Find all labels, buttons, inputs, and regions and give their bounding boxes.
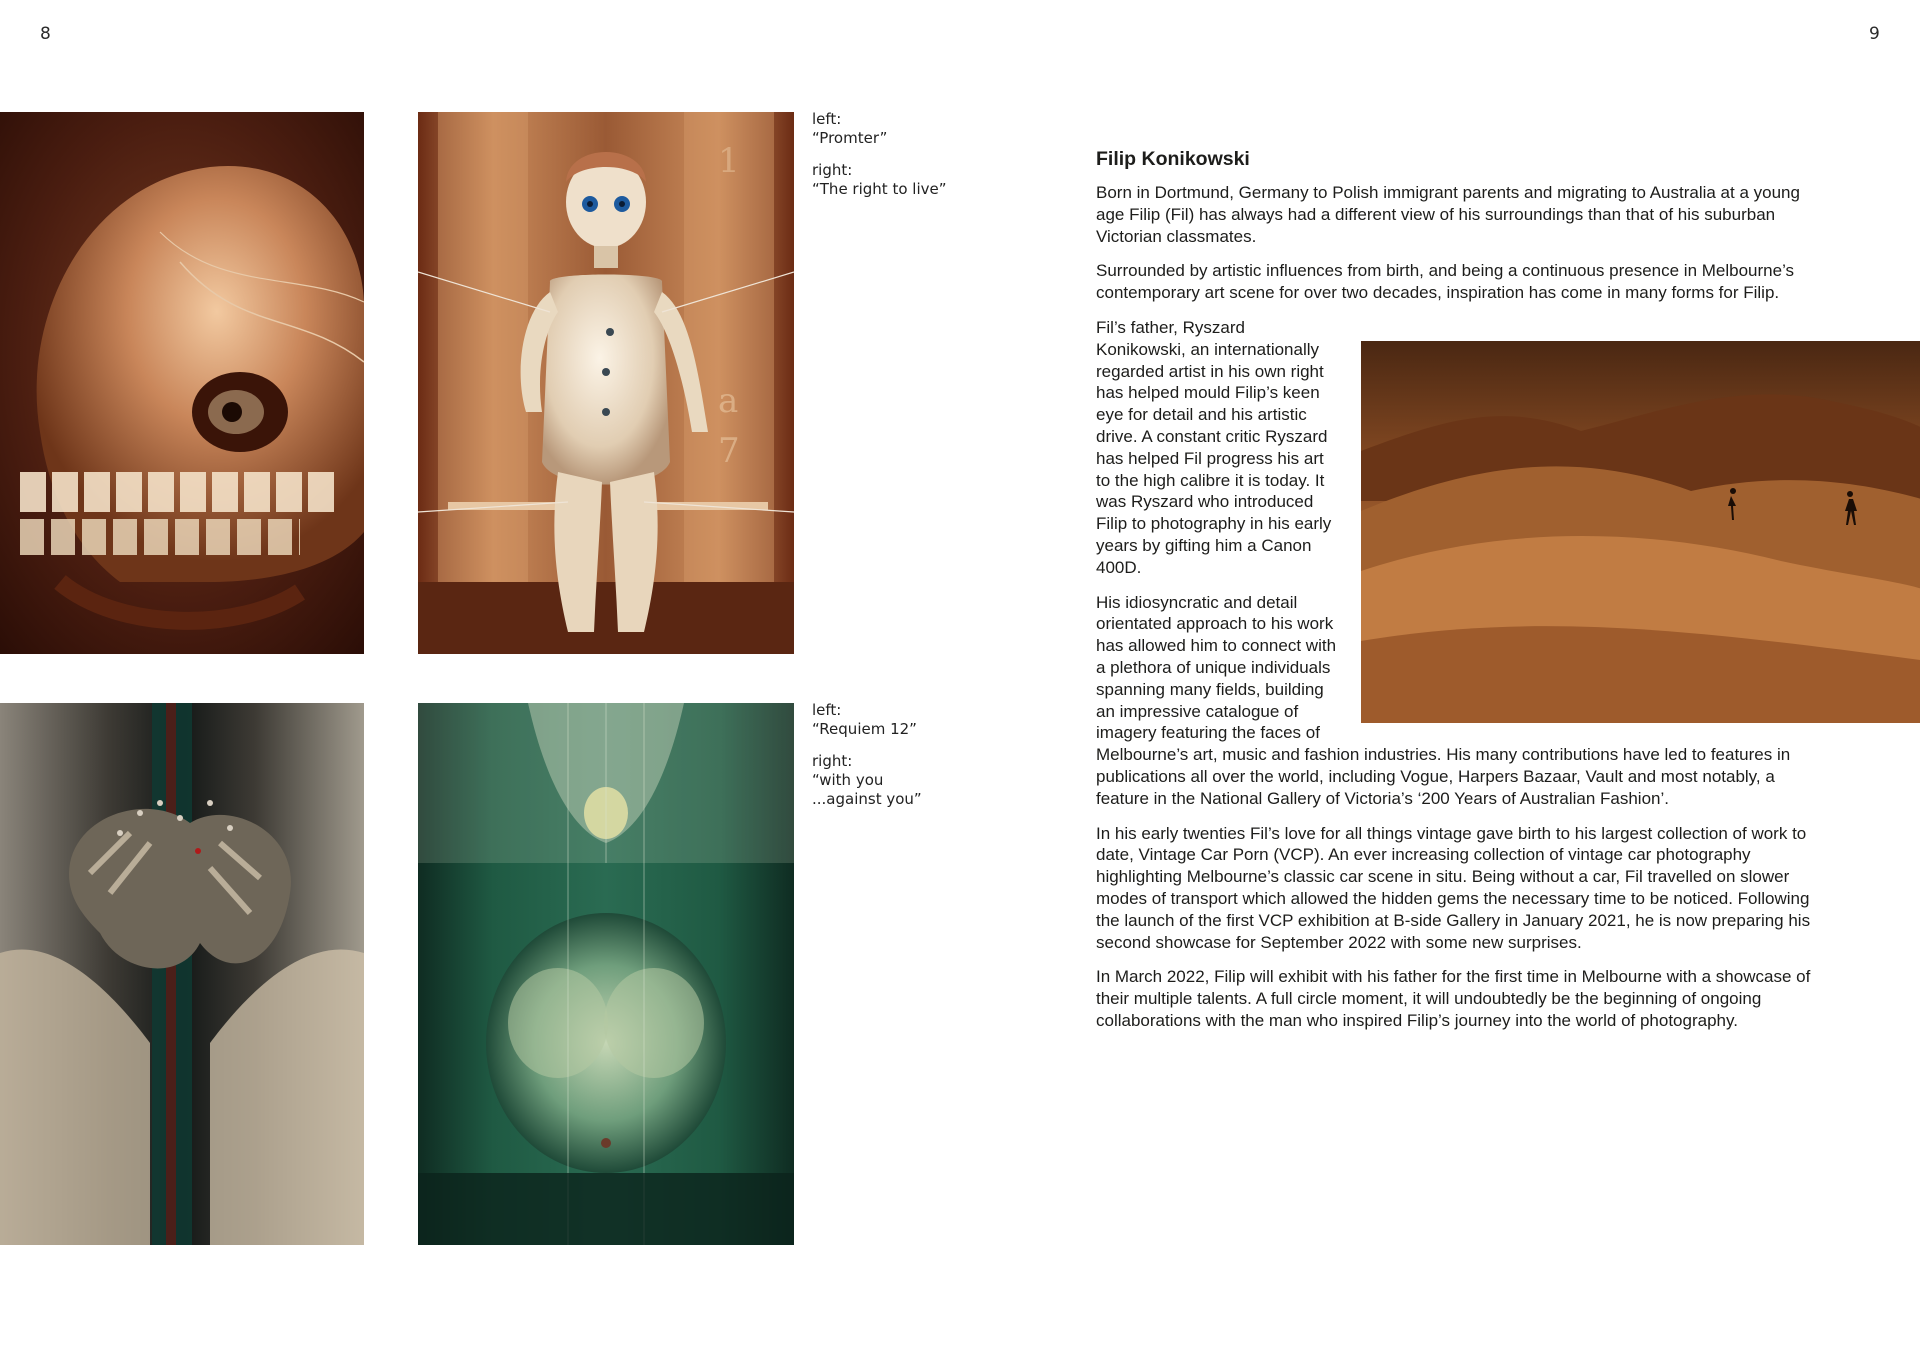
doll-letter-0: 1	[718, 141, 740, 181]
doll-letter-1: a	[718, 381, 739, 421]
caption-right-label: right:	[812, 752, 853, 770]
caption-right-title: “The right to live”	[812, 180, 947, 198]
caption-left-title: “Requiem 12”	[812, 720, 917, 738]
article-title: Filip Konikowski	[1096, 148, 1250, 170]
painting-skull	[0, 112, 364, 654]
page-number-left: 8	[40, 24, 51, 44]
doll-letter-2: 7	[718, 431, 740, 471]
article-paragraph: Born in Dortmund, Germany to Polish immigrant parents and migrating to Australia at a young age Filip (Fil) has always had a different view of his surroundings than that of his suburban Victorian classmates.	[1096, 183, 1800, 246]
desert-photograph	[1361, 341, 1920, 723]
caption-right-label: right:	[812, 161, 853, 179]
caption-left-title: “Promter”	[812, 129, 888, 147]
painting-doll	[418, 112, 794, 654]
article-paragraph: In his early twenties Fil’s love for all things vintage gave birth to his largest collection of work to date, Vintage Car Porn (VCP). An ever increasing collection of vintage car photography highlighting Melbourne’s classic car scene in situ. Being without a car, Fil travelled on slower modes of transport which allowed the hidden gems the necessary time to be noticed. Following the launch of the first VCP exhibition at B-side Gallery in January 2021, he is now preparing his second showcase for September 2022 with some new surprises.	[1096, 823, 1811, 952]
caption-right-title-line1: “with you	[812, 771, 884, 789]
caption-left-label: left:	[812, 110, 842, 128]
article-paragraph: Fil’s father, Ryszard Konikowski, an internationally regarded artist in his own right has helped mould Filip’s keen eye for detail and his artistic drive. A constant critic Ryszard has helped Fil progress his art to the high calibre it is today. It was Ryszard who introduced Filip to photography in his early years by gifting him a Canon 400D.	[1096, 317, 1332, 577]
caption-bottom-pair	[812, 701, 962, 822]
article-paragraph: His idiosyncratic and detail orientated approach to his work has allowed him to connect with a plethora of unique individuals spanning many fields, building an impressive catalogue of imagery featuring the faces of Melbourne’s art, music and fashion industries. His many contributions have led to features in publications all over the world, including Vogue, Harpers Bazaar, Vault and most notably, a feature in the National Gallery of Victoria’s ‘200 Years of Australian Fashion’.	[1096, 592, 1791, 808]
caption-top-pair	[812, 110, 962, 212]
caption-left-label: left:	[812, 701, 842, 719]
article-paragraph: In March 2022, Filip will exhibit with his father for the first time in Melbourne with a showcase of their multiple talents. A full circle moment, it will undoubtedly be the beginning of ongoing collaborations with the man who inspired Filip’s journey into the world of photography.	[1096, 967, 1811, 1030]
caption-right-title-line2: ...against you”	[812, 790, 922, 808]
page-number-right: 9	[1869, 24, 1880, 44]
painting-hands	[0, 703, 364, 1245]
painting-green-figure	[418, 703, 794, 1245]
article	[1096, 146, 1832, 1045]
article-paragraph: Surrounded by artistic influences from birth, and being a continuous presence in Melbourne’s contemporary art scene for over two decades, inspiration has come in many forms for Filip.	[1096, 261, 1795, 303]
